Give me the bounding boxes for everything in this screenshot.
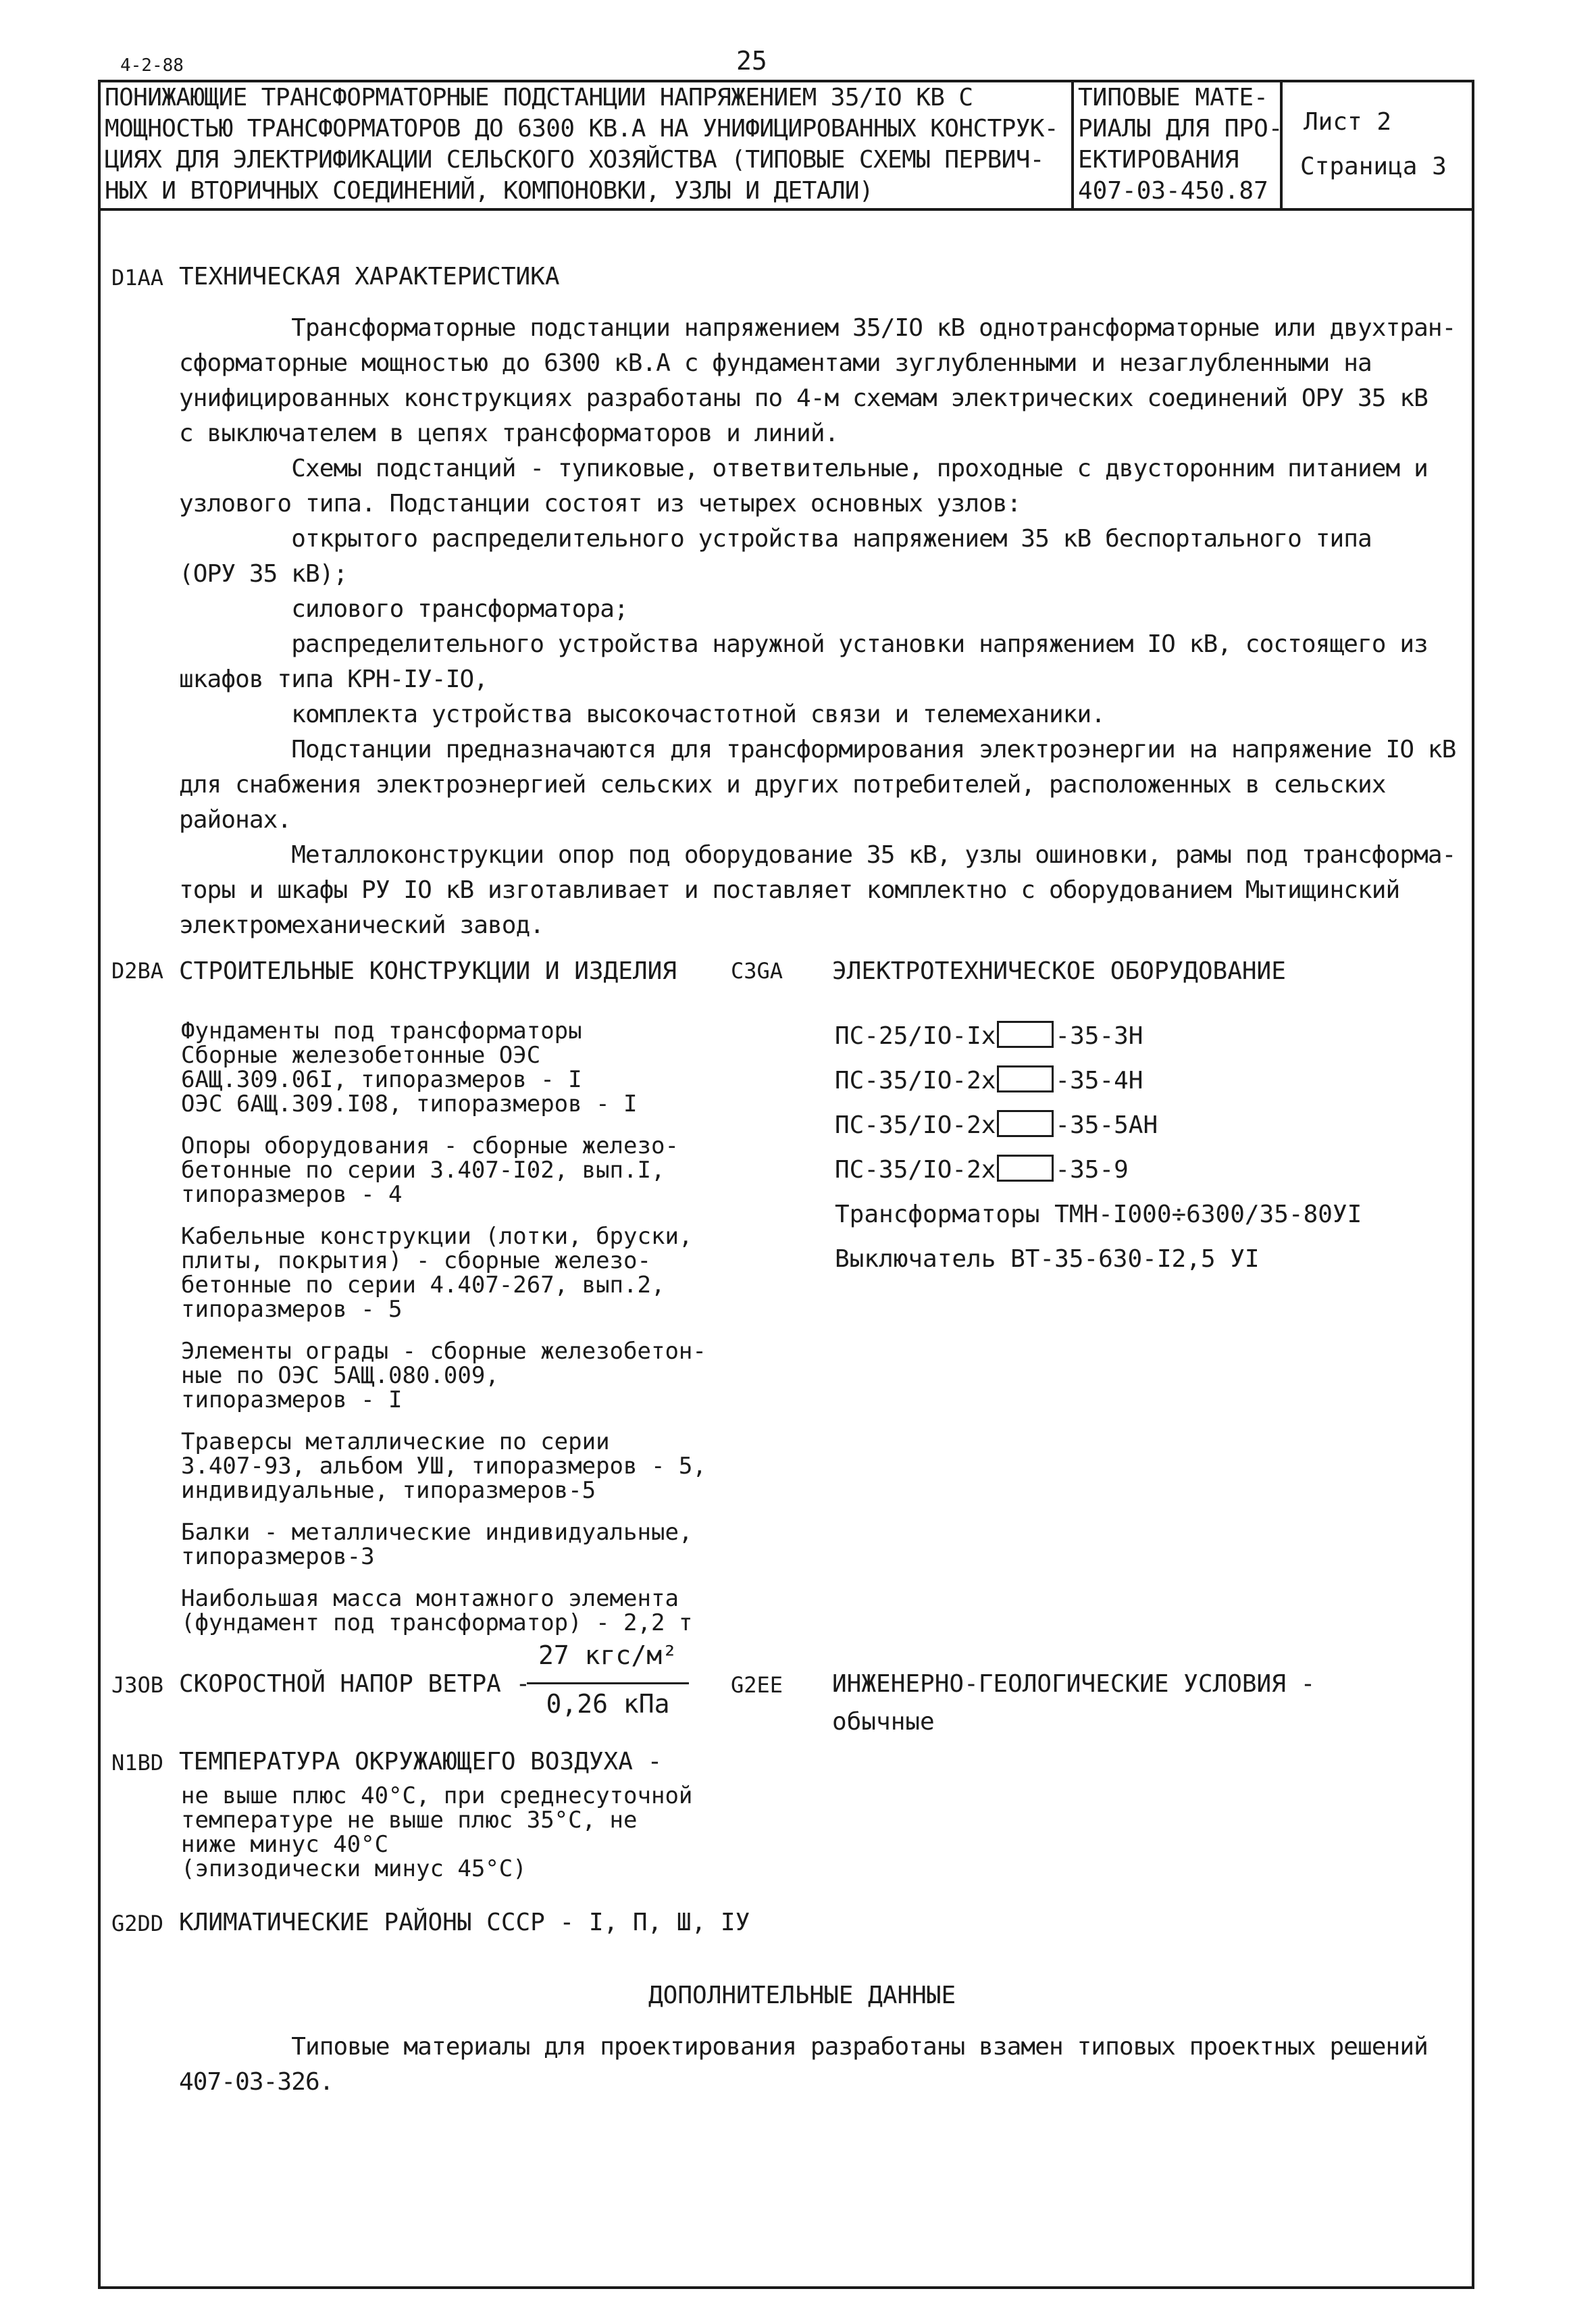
wind-label: СКОРОСТНОЙ НАПОР ВЕТРА - — [179, 1670, 531, 1698]
series-line: ЕКТИРОВАНИЯ — [1078, 146, 1239, 174]
temperature-line: не выше плюс 40°С, при среднесуточной — [181, 1782, 693, 1809]
project-title — [105, 82, 1058, 207]
construction-item — [181, 1339, 706, 1412]
series-line: РИАЛЫ ДЛЯ ПРО- — [1078, 115, 1283, 143]
title-line: НЫХ И ВТОРИЧНЫХ СОЕДИНЕНИЙ, КОМПОНОВКИ, УЗЛЫ И ДЕТАЛИ) — [105, 177, 873, 205]
construction-item-line: Кабельные конструкции (лотки, бруски, — [181, 1223, 693, 1250]
paragraph-line: 407-03-326. — [179, 2068, 334, 2096]
additional-data-heading: ДОПОЛНИТЕЛЬНЫЕ ДАННЫЕ — [648, 1982, 956, 2009]
section-code: D2BA — [111, 958, 164, 984]
section-code: G2DD — [111, 1911, 164, 1936]
substation-prefix: ПС-35/IO-2х — [835, 1067, 996, 1095]
title-line: МОЩНОСТЬЮ ТРАНСФОРМАТОРОВ ДО 6300 КВ.А НА УНИФИЦИРОВАННЫХ КОНСТРУК- — [105, 115, 1058, 143]
construction-item-line: Наибольшая масса монтажного элемента — [181, 1585, 679, 1612]
page-label: Страница 3 — [1300, 153, 1447, 180]
paragraph-line: Подстанции предназначаются для трансформирования электроэнергии на напряжение IO кВ — [179, 736, 1456, 763]
sheet-label: Лист 2 — [1304, 108, 1392, 136]
paragraph-line: Схемы подстанций - тупиковые, ответвительные, проходные с двусторонним питанием и — [179, 455, 1428, 482]
additional-data-text — [179, 2030, 1428, 2100]
construction-item — [181, 1586, 706, 1635]
wind-numerator: 27 кгс/м² — [538, 1640, 677, 1670]
series-line: 407-03-450.87 — [1078, 177, 1268, 205]
substation-prefix: ПС-35/IO-2х — [835, 1156, 996, 1184]
construction-item-line: ные по ОЭС 5АЩ.080.009, — [181, 1362, 499, 1389]
construction-item-line: индивидуальные, типоразмеров-5 — [181, 1477, 596, 1504]
substation-item — [835, 1019, 1158, 1054]
paragraph-line: с выключателем в цепях трансформаторов и линий. — [179, 420, 839, 447]
section-code: C3GA — [731, 958, 783, 984]
technical-description — [179, 311, 1456, 943]
construction-item — [181, 1430, 706, 1503]
construction-item-line: бетонные по серии 3.407-I02, вып.I, — [181, 1157, 665, 1184]
fraction-bar — [527, 1682, 689, 1684]
paragraph-line: Металлоконструкции опор под оборудование 35 кВ, узлы ошиновки, рамы под трансформа- — [179, 841, 1456, 869]
doc-code: 4-2-88 — [120, 55, 184, 76]
construction-items — [181, 1019, 706, 1653]
section-heading-electrical: ЭЛЕКТРОТЕХНИЧЕСКОЕ ОБОРУДОВАНИЕ — [832, 957, 1286, 985]
blank-box — [997, 1021, 1054, 1048]
construction-item-line: ОЭС 6АЩ.309.I08, типоразмеров - I — [181, 1090, 638, 1117]
construction-item-line: типоразмеров - 5 — [181, 1296, 403, 1323]
paragraph-line: Трансформаторные подстанции напряжением 35/IO кВ однотрансформаторные или двухтран- — [179, 314, 1456, 342]
wind-denominator: 0,26 кПа — [546, 1689, 670, 1719]
construction-item — [181, 1019, 706, 1116]
series-designation — [1078, 82, 1283, 207]
construction-item-line: плиты, покрытия) - сборные железо- — [181, 1247, 651, 1274]
substation-item — [835, 1153, 1158, 1188]
temperature-label: ТЕМПЕРАТУРА ОКРУЖАЮЩЕГО ВОЗДУХА - — [179, 1748, 663, 1776]
construction-item-line: (фундамент под трансформатор) - 2,2 т — [181, 1609, 693, 1636]
climate-regions: КЛИМАТИЧЕСКИЕ РАЙОНЫ СССР - I, П, Ш, IУ — [179, 1909, 750, 1936]
paragraph-line: сформаторные мощностью до 6300 кВ.А с фундаментами зуглубленными и незаглубленными на — [179, 349, 1372, 377]
substation-suffix: -35-5АН — [1055, 1111, 1158, 1139]
construction-item-line: типоразмеров-3 — [181, 1543, 375, 1570]
geo-value: обычные — [832, 1708, 935, 1736]
construction-item-line: 6АЩ.309.06I, типоразмеров - I — [181, 1066, 582, 1093]
page-number: 25 — [736, 46, 767, 76]
construction-item-line: Опоры оборудования - сборные железо- — [181, 1132, 679, 1159]
construction-item-line: 3.407-93, альбом УШ, типоразмеров - 5, — [181, 1453, 706, 1480]
paragraph-line: торы и шкафы РУ IO кВ изготавливает и поставляет комплектно с оборудованием Мытищинский — [179, 876, 1400, 904]
paragraph-line: электромеханический завод. — [179, 911, 544, 939]
substation-item — [835, 1108, 1158, 1143]
section-code: N1BD — [111, 1750, 164, 1776]
transformers-line: Трансформаторы ТМН-I000÷6300/35-80УI — [835, 1201, 1362, 1228]
construction-item-line: Траверсы металлические по серии — [181, 1428, 610, 1455]
title-line: ПОНИЖАЮЩИЕ ТРАНСФОРМАТОРНЫЕ ПОДСТАНЦИИ НАПРЯЖЕНИЕМ 35/IO КВ С — [105, 84, 973, 111]
construction-item-line: Балки - металлические индивидуальные, — [181, 1519, 693, 1546]
construction-item-line: типоразмеров - 4 — [181, 1181, 403, 1208]
paragraph-line: силового трансформатора; — [179, 595, 628, 623]
title-line: ЦИЯХ ДЛЯ ЭЛЕКТРИФИКАЦИИ СЕЛЬСКОГО ХОЗЯЙСТВА (ТИПОВЫЕ СХЕМЫ ПЕРВИЧ- — [105, 146, 1044, 174]
substation-list — [835, 1019, 1158, 1197]
paragraph-line: для снабжения электроэнергией сельских и других потребителей, расположенных в сельских — [179, 771, 1386, 799]
series-line: ТИПОВЫЕ МАТЕ- — [1078, 84, 1268, 111]
substation-suffix: -35-3Н — [1055, 1022, 1143, 1050]
section-code: G2EE — [731, 1672, 783, 1698]
construction-item — [181, 1224, 706, 1322]
construction-item-line: Фундаменты под трансформаторы — [181, 1017, 582, 1045]
substation-suffix: -35-9 — [1055, 1156, 1129, 1184]
construction-item — [181, 1134, 706, 1207]
construction-item-line: бетонные по серии 4.407-267, вып.2, — [181, 1272, 665, 1299]
paragraph-line: (ОРУ 35 кВ); — [179, 560, 348, 588]
paragraph-line: Типовые материалы для проектирования разработаны взамен типовых проектных решений — [179, 2033, 1428, 2061]
blank-box — [997, 1065, 1054, 1092]
substation-prefix: ПС-25/IO-Iх — [835, 1022, 996, 1050]
paragraph-line: открытого распределительного устройства напряжением 35 кВ беспортального типа — [179, 525, 1372, 553]
paragraph-line: комплекта устройства высокочастотной связи и телемеханики. — [179, 701, 1106, 728]
section-heading-technical: ТЕХНИЧЕСКАЯ ХАРАКТЕРИСТИКА — [179, 263, 560, 291]
section-code: J3OB — [111, 1672, 164, 1698]
paragraph-line: районах. — [179, 806, 292, 834]
title-block-col1 — [1071, 80, 1074, 208]
blank-box — [997, 1155, 1054, 1182]
temperature-line: температуре не выше плюс 35°С, не — [181, 1807, 638, 1834]
substation-suffix: -35-4Н — [1055, 1067, 1143, 1095]
temperature-line: (эпизодически минус 45°С) — [181, 1855, 527, 1882]
construction-item-line: типоразмеров - I — [181, 1386, 403, 1413]
temperature-line: ниже минус 40°С — [181, 1831, 389, 1858]
title-block-divider — [98, 208, 1474, 211]
paragraph-line: шкафов типа КРН-IУ-IO, — [179, 665, 488, 693]
section-heading-construction: СТРОИТЕЛЬНЫЕ КОНСТРУКЦИИ И ИЗДЕЛИЯ — [179, 957, 677, 985]
construction-item-line: Сборные железобетонные ОЭС — [181, 1042, 541, 1069]
breaker-line: Выключатель ВТ-35-630-I2,5 УI — [835, 1245, 1260, 1273]
construction-item-line: Элементы ограды - сборные железобетон- — [181, 1338, 706, 1365]
section-code: D1AA — [111, 265, 164, 291]
substation-item — [835, 1063, 1158, 1099]
substation-prefix: ПС-35/IO-2х — [835, 1111, 996, 1139]
geo-label: ИНЖЕНЕРНО-ГЕОЛОГИЧЕСКИЕ УСЛОВИЯ - — [832, 1670, 1316, 1698]
paragraph-line: узлового типа. Подстанции состоят из четырех основных узлов: — [179, 490, 1021, 518]
construction-item — [181, 1520, 706, 1569]
paragraph-line: распределительного устройства наружной установки напряжением IO кВ, состоящего из — [179, 630, 1428, 658]
blank-box — [997, 1110, 1054, 1137]
paragraph-line: унифицированных конструкциях разработаны по 4-м схемам электрических соединений ОРУ 35 кВ — [179, 384, 1428, 412]
temperature-details — [181, 1784, 692, 1881]
